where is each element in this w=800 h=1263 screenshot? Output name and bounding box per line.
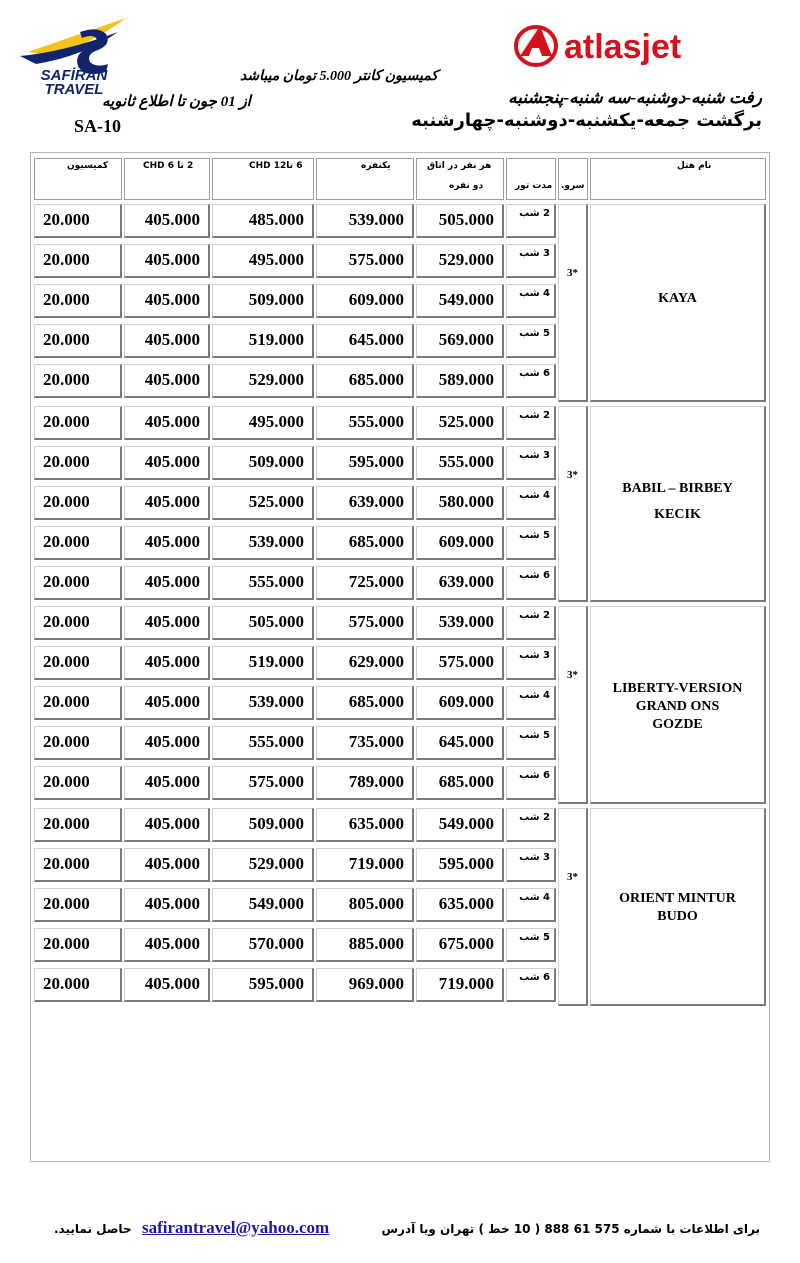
- commission-value: 20.000: [34, 808, 122, 842]
- commission-value: 20.000: [34, 766, 122, 800]
- price-double: 639.000: [416, 566, 504, 600]
- price-double: 525.000: [416, 406, 504, 440]
- price-double: 685.000: [416, 766, 504, 800]
- validity-note: از 01 جون تا اطلاع ثانویه: [102, 94, 251, 110]
- hotel-name: ORIENT MINTUR: [619, 891, 736, 906]
- price-chd-2-6: 405.000: [124, 888, 210, 922]
- commission-value: 20.000: [34, 526, 122, 560]
- duration-cell: 6 شب: [506, 766, 556, 800]
- header-single: [316, 158, 414, 200]
- duration-cell: 2 شب: [506, 406, 556, 440]
- price-single: 639.000: [316, 486, 414, 520]
- header-single-label: یکنفره: [361, 161, 391, 171]
- price-chd-2-6: 405.000: [124, 526, 210, 560]
- stars-cell: [558, 808, 588, 1006]
- hotel-name: GOZDE: [652, 717, 703, 732]
- price-double: 609.000: [416, 686, 504, 720]
- footer: [0, 1218, 800, 1248]
- commission-value: 20.000: [34, 324, 122, 358]
- hotel-stars: 3*: [567, 267, 578, 279]
- price-single: 735.000: [316, 726, 414, 760]
- commission-value: 20.000: [34, 364, 122, 398]
- duration-cell: 4 شب: [506, 486, 556, 520]
- safiran-travel-logo: [14, 12, 144, 98]
- price-chd-2-6: 405.000: [124, 364, 210, 398]
- price-double: 580.000: [416, 486, 504, 520]
- price-double: 595.000: [416, 848, 504, 882]
- price-double: 635.000: [416, 888, 504, 922]
- duration-cell: 2 شب: [506, 606, 556, 640]
- duration-cell: 5 شب: [506, 928, 556, 962]
- price-chd-2-6: 405.000: [124, 324, 210, 358]
- price-double: 539.000: [416, 606, 504, 640]
- commission-value: 20.000: [34, 204, 122, 238]
- hotel-name-cell: [590, 808, 766, 1006]
- safiran-logo-word-2: TRAVEL: [44, 81, 104, 98]
- price-single: 685.000: [316, 686, 414, 720]
- commission-value: 20.000: [34, 606, 122, 640]
- price-single: 609.000: [316, 284, 414, 318]
- price-chd-6-12: 555.000: [212, 726, 314, 760]
- hotel-name: GRAND ONS: [635, 699, 720, 714]
- price-chd-6-12: 539.000: [212, 686, 314, 720]
- header-chd-2-6-label: 2 تا 6 CHD: [143, 161, 194, 171]
- price-single: 575.000: [316, 244, 414, 278]
- price-chd-2-6: 405.000: [124, 284, 210, 318]
- price-double: 609.000: [416, 526, 504, 560]
- commission-value: 20.000: [34, 406, 122, 440]
- price-double: 675.000: [416, 928, 504, 962]
- commission-value: 20.000: [34, 968, 122, 1002]
- header-chd-6-12: [212, 158, 314, 200]
- header-double-label-2: دو نفره: [449, 181, 484, 191]
- commission-value: 20.000: [34, 888, 122, 922]
- commission-value: 20.000: [34, 486, 122, 520]
- commission-value: 20.000: [34, 686, 122, 720]
- price-chd-6-12: 549.000: [212, 888, 314, 922]
- duration-cell: 3 شب: [506, 848, 556, 882]
- hotel-name: LIBERTY-VERSION: [612, 681, 743, 696]
- price-single: 789.000: [316, 766, 414, 800]
- hotel-name-cell: [590, 406, 766, 602]
- price-single: 645.000: [316, 324, 414, 358]
- hotel-name: BUDO: [657, 909, 698, 924]
- duration-cell: 6 شب: [506, 968, 556, 1002]
- price-chd-2-6: 405.000: [124, 968, 210, 1002]
- price-chd-6-12: 519.000: [212, 646, 314, 680]
- price-single: 725.000: [316, 566, 414, 600]
- price-single: 805.000: [316, 888, 414, 922]
- header-chd-6-12-label: 6 تا12 CHD: [249, 161, 303, 171]
- hotel-name: KECIK: [654, 507, 701, 522]
- price-chd-6-12: 539.000: [212, 526, 314, 560]
- price-chd-6-12: 495.000: [212, 244, 314, 278]
- price-single: 969.000: [316, 968, 414, 1002]
- hotel-stars: 3*: [567, 871, 578, 883]
- duration-cell: 6 شب: [506, 566, 556, 600]
- price-chd-2-6: 405.000: [124, 406, 210, 440]
- duration-cell: 2 شب: [506, 204, 556, 238]
- price-single: 685.000: [316, 364, 414, 398]
- footer-contact-text: برای اطلاعات با شماره 575 61 888 ( 10 خط ) تهران ویا آدرس: [381, 1222, 760, 1236]
- price-chd-2-6: 405.000: [124, 928, 210, 962]
- commission-value: 20.000: [34, 566, 122, 600]
- header-chd-2-6: [124, 158, 210, 200]
- price-chd-2-6: 405.000: [124, 808, 210, 842]
- price-double: 719.000: [416, 968, 504, 1002]
- price-chd-6-12: 595.000: [212, 968, 314, 1002]
- hotel-name-cell: [590, 204, 766, 402]
- price-chd-2-6: 405.000: [124, 446, 210, 480]
- header-service: [558, 158, 588, 200]
- price-chd-2-6: 405.000: [124, 204, 210, 238]
- price-single: 635.000: [316, 808, 414, 842]
- price-single: 629.000: [316, 646, 414, 680]
- header-service-label: سرو.: [561, 181, 585, 191]
- outbound-days: رفت شنبه-دوشنبه-سه شنبه-پنجشنبه: [508, 88, 762, 107]
- commission-value: 20.000: [34, 928, 122, 962]
- price-chd-6-12: 505.000: [212, 606, 314, 640]
- footer-email-link[interactable]: safirantravel@yahoo.com: [142, 1218, 330, 1237]
- hotel-stars: 3*: [567, 469, 578, 481]
- price-double: 549.000: [416, 808, 504, 842]
- duration-cell: 4 شب: [506, 888, 556, 922]
- header-hotel-label: نام هتل: [677, 161, 712, 171]
- header-double: [416, 158, 504, 200]
- commission-value: 20.000: [34, 244, 122, 278]
- price-double: 645.000: [416, 726, 504, 760]
- duration-cell: 5 شب: [506, 726, 556, 760]
- price-chd-6-12: 525.000: [212, 486, 314, 520]
- price-single: 719.000: [316, 848, 414, 882]
- return-days: برگشت جمعه-یکشنبه-دوشنبه-چهارشنبه: [411, 110, 762, 131]
- commission-note: کمیسیون کانتر 5.000 تومان میباشد: [240, 69, 438, 84]
- price-chd-2-6: 405.000: [124, 566, 210, 600]
- duration-cell: 2 شب: [506, 808, 556, 842]
- duration-cell: 5 شب: [506, 324, 556, 358]
- price-chd-6-12: 555.000: [212, 566, 314, 600]
- price-chd-2-6: 405.000: [124, 244, 210, 278]
- price-chd-6-12: 570.000: [212, 928, 314, 962]
- price-single: 575.000: [316, 606, 414, 640]
- price-double: 575.000: [416, 646, 504, 680]
- stars-cell: [558, 204, 588, 402]
- price-chd-6-12: 485.000: [212, 204, 314, 238]
- price-chd-6-12: 529.000: [212, 364, 314, 398]
- header-double-label-1: هر نفر در اتاق: [427, 161, 492, 171]
- stars-cell: [558, 606, 588, 804]
- price-chd-2-6: 405.000: [124, 848, 210, 882]
- header-duration: [506, 158, 556, 200]
- price-chd-6-12: 575.000: [212, 766, 314, 800]
- header-commission-label: کمیسیون: [67, 161, 109, 171]
- price-chd-2-6: 405.000: [124, 606, 210, 640]
- price-double: 529.000: [416, 244, 504, 278]
- price-chd-6-12: 519.000: [212, 324, 314, 358]
- price-chd-6-12: 529.000: [212, 848, 314, 882]
- duration-cell: 4 شب: [506, 284, 556, 318]
- commission-value: 20.000: [34, 284, 122, 318]
- hotel-name-cell: [590, 606, 766, 804]
- price-single: 685.000: [316, 526, 414, 560]
- price-single: 555.000: [316, 406, 414, 440]
- hotel-stars: 3*: [567, 669, 578, 681]
- header-hotel: [590, 158, 766, 200]
- price-double: 569.000: [416, 324, 504, 358]
- hotel-name: KAYA: [658, 291, 697, 306]
- commission-value: 20.000: [34, 848, 122, 882]
- duration-cell: 3 شب: [506, 244, 556, 278]
- price-chd-6-12: 509.000: [212, 808, 314, 842]
- duration-cell: 4 شب: [506, 686, 556, 720]
- price-double: 549.000: [416, 284, 504, 318]
- stars-cell: [558, 406, 588, 602]
- price-single: 539.000: [316, 204, 414, 238]
- price-chd-2-6: 405.000: [124, 486, 210, 520]
- commission-value: 20.000: [34, 646, 122, 680]
- price-single: 885.000: [316, 928, 414, 962]
- duration-cell: 6 شب: [506, 364, 556, 398]
- header-duration-label: مدت تور: [515, 181, 553, 191]
- hotel-name: BABIL – BIRBEY: [622, 481, 733, 496]
- commission-value: 20.000: [34, 726, 122, 760]
- duration-cell: 3 شب: [506, 646, 556, 680]
- price-single: 595.000: [316, 446, 414, 480]
- price-chd-2-6: 405.000: [124, 646, 210, 680]
- atlasjet-logo-word: atlasjet: [564, 28, 682, 66]
- safiran-logo-word-1: SAFİRAN: [40, 67, 108, 84]
- price-double: 589.000: [416, 364, 504, 398]
- tour-code: SA-10: [74, 116, 122, 136]
- duration-cell: 5 شب: [506, 526, 556, 560]
- price-chd-2-6: 405.000: [124, 766, 210, 800]
- duration-cell: 3 شب: [506, 446, 556, 480]
- price-chd-6-12: 509.000: [212, 284, 314, 318]
- price-double: 505.000: [416, 204, 504, 238]
- commission-value: 20.000: [34, 446, 122, 480]
- price-chd-2-6: 405.000: [124, 686, 210, 720]
- price-double: 555.000: [416, 446, 504, 480]
- price-chd-2-6: 405.000: [124, 726, 210, 760]
- price-chd-6-12: 495.000: [212, 406, 314, 440]
- footer-closing-text: حاصل نمایید.: [54, 1222, 132, 1236]
- header-commission: [34, 158, 122, 200]
- atlasjet-logo: [512, 18, 762, 76]
- price-chd-6-12: 509.000: [212, 446, 314, 480]
